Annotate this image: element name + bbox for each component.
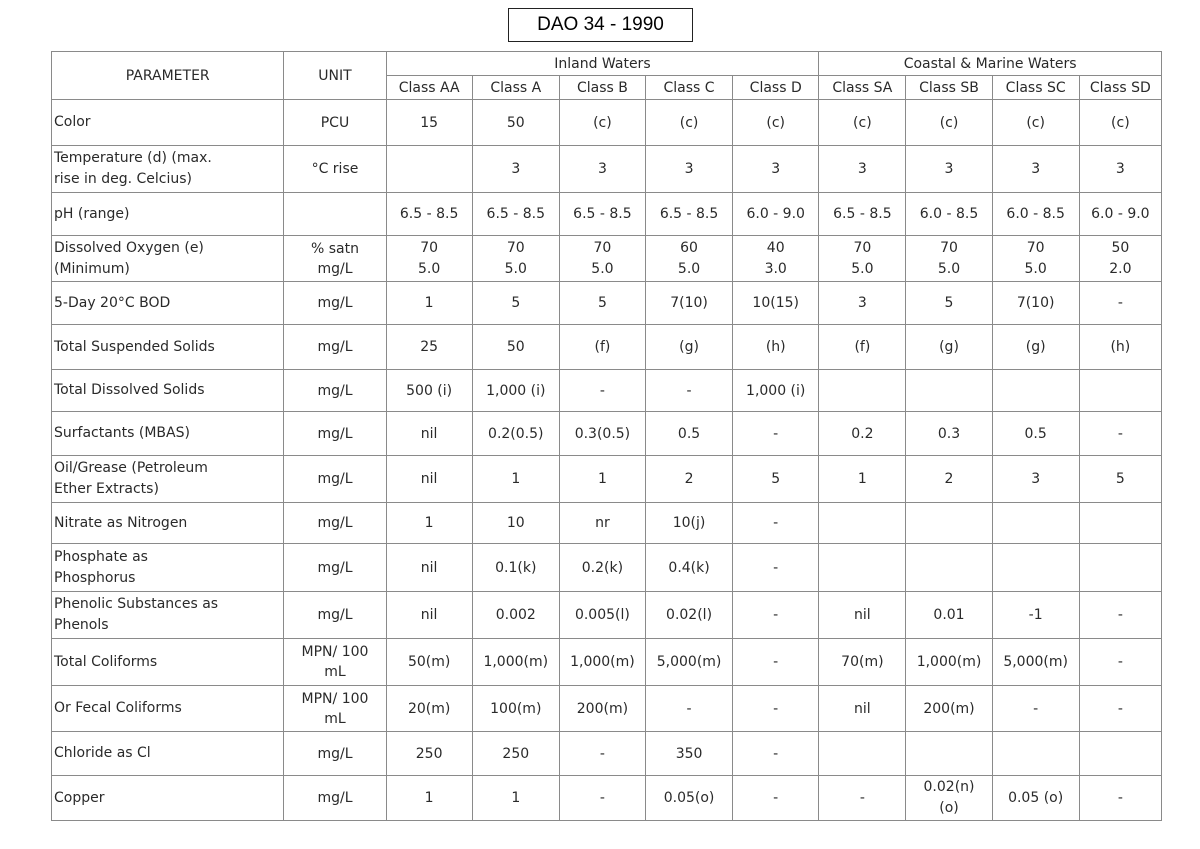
header-class: Class SD: [1079, 76, 1161, 100]
parameter-cell-line: Oil/Grease (Petroleum: [54, 460, 208, 476]
parameter-cell: [52, 146, 284, 193]
value-cell: -: [645, 686, 732, 732]
value-cell: 5: [733, 456, 819, 503]
table-row: [52, 456, 1162, 503]
value-cell: -: [733, 592, 819, 639]
header-class: Class B: [559, 76, 645, 100]
value-cell: 0.05 (o): [992, 776, 1079, 821]
value-cell: nil: [386, 544, 472, 592]
value-cell: 3: [819, 282, 906, 325]
parameter-cell-line: (Minimum): [54, 260, 130, 277]
parameter-cell: Surfactants (MBAS): [52, 412, 284, 456]
value-cell: (c): [1079, 100, 1161, 146]
value-cell: -: [1079, 639, 1161, 686]
value-cell: 1,000(m): [906, 639, 992, 686]
value-cell: 0.5: [645, 412, 732, 456]
header-class: Class C: [645, 76, 732, 100]
parameter-cell-line: Temperature (d) (max.: [54, 150, 212, 166]
table-row: [52, 193, 1162, 236]
value-cell: (g): [992, 325, 1079, 370]
value-cell: -: [645, 370, 732, 412]
unit-cell: [284, 193, 386, 236]
value-cell: -: [559, 776, 645, 821]
value-cell: 3: [906, 146, 992, 193]
value-cell: 500 (i): [386, 370, 472, 412]
value-cell: nil: [386, 592, 472, 639]
value-cell-line: 40: [766, 239, 785, 256]
value-cell-line: 50: [1111, 239, 1130, 256]
value-cell: 200(m): [559, 686, 645, 732]
unit-cell-line: mL: [324, 710, 346, 727]
value-cell-line: 70: [506, 239, 525, 256]
value-cell: 0.2(0.5): [472, 412, 559, 456]
value-cell: (h): [733, 325, 819, 370]
document-title: DAO 34 - 1990: [508, 8, 693, 42]
value-cell: 5: [559, 282, 645, 325]
table-row: [52, 325, 1162, 370]
value-cell: 3: [645, 146, 732, 193]
value-cell: 2: [645, 456, 732, 503]
value-cell: [992, 236, 1079, 282]
value-cell: [1079, 503, 1161, 544]
value-cell: 0.2: [819, 412, 906, 456]
value-cell: 0.2(k): [559, 544, 645, 592]
value-cell: nr: [559, 503, 645, 544]
value-cell: 7(10): [992, 282, 1079, 325]
parameter-cell: Or Fecal Coliforms: [52, 686, 284, 732]
parameter-cell-line: Phenols: [54, 617, 109, 633]
value-cell: 0.1(k): [472, 544, 559, 592]
table-row: [52, 100, 1162, 146]
table-row: [52, 503, 1162, 544]
value-cell: (c): [906, 100, 992, 146]
value-cell: 5,000(m): [992, 639, 1079, 686]
water-quality-table: [51, 51, 1162, 821]
value-cell: nil: [819, 592, 906, 639]
value-cell-line: 70: [420, 239, 439, 256]
value-cell: (f): [559, 325, 645, 370]
header-parameter: PARAMETER: [52, 52, 284, 100]
value-cell: 50(m): [386, 639, 472, 686]
unit-cell: mg/L: [284, 732, 386, 776]
value-cell-line: 70: [853, 239, 872, 256]
value-cell: [992, 503, 1079, 544]
value-cell: 1: [386, 282, 472, 325]
parameter-cell: [52, 236, 284, 282]
value-cell-line: 5.0: [591, 260, 614, 277]
parameter-cell: Total Suspended Solids: [52, 325, 284, 370]
unit-cell: mg/L: [284, 776, 386, 821]
value-cell: 0.002: [472, 592, 559, 639]
table-row: [52, 732, 1162, 776]
value-cell: 1,000 (i): [472, 370, 559, 412]
header-class: Class AA: [386, 76, 472, 100]
value-cell: 70(m): [819, 639, 906, 686]
value-cell: 3: [992, 146, 1079, 193]
value-cell: 6.0 - 9.0: [1079, 193, 1161, 236]
value-cell: 6.0 - 8.5: [906, 193, 992, 236]
value-cell: nil: [819, 686, 906, 732]
value-cell: 200(m): [906, 686, 992, 732]
value-cell: [819, 544, 906, 592]
unit-cell-line: MPN/ 100: [301, 644, 369, 660]
value-cell: (c): [733, 100, 819, 146]
value-cell: [906, 544, 992, 592]
value-cell: -: [559, 732, 645, 776]
parameter-cell: Total Dissolved Solids: [52, 370, 284, 412]
table-row: [52, 412, 1162, 456]
value-cell: [992, 732, 1079, 776]
value-cell-line: 2.0: [1109, 260, 1132, 277]
unit-cell: [284, 686, 386, 732]
value-cell: 1: [386, 503, 472, 544]
value-cell: 50: [472, 100, 559, 146]
value-cell: 1: [819, 456, 906, 503]
parameter-cell: pH (range): [52, 193, 284, 236]
value-cell: (f): [819, 325, 906, 370]
value-cell: [733, 236, 819, 282]
unit-cell: mg/L: [284, 544, 386, 592]
value-cell: -: [733, 776, 819, 821]
value-cell: nil: [386, 456, 472, 503]
unit-cell-line: % satn: [310, 240, 359, 257]
value-cell: 6.0 - 8.5: [992, 193, 1079, 236]
table-row: [52, 639, 1162, 686]
value-cell: [819, 732, 906, 776]
value-cell: -: [733, 544, 819, 592]
value-cell: [1079, 236, 1161, 282]
value-cell: -: [733, 639, 819, 686]
value-cell-line: 3.0: [764, 260, 787, 277]
value-cell: 1,000(m): [559, 639, 645, 686]
table-row: [52, 592, 1162, 639]
value-cell: 250: [386, 732, 472, 776]
value-cell: 1,000(m): [472, 639, 559, 686]
value-cell: [992, 544, 1079, 592]
parameter-cell: Chloride as Cl: [52, 732, 284, 776]
value-cell: 3: [733, 146, 819, 193]
value-cell-line: 5.0: [418, 260, 441, 277]
table-row: [52, 146, 1162, 193]
value-cell: [559, 236, 645, 282]
value-cell: 0.005(l): [559, 592, 645, 639]
table-row: [52, 236, 1162, 282]
value-cell: [386, 146, 472, 193]
value-cell: [1079, 370, 1161, 412]
parameter-cell-line: Phosphorus: [54, 569, 136, 586]
value-cell: 25: [386, 325, 472, 370]
value-cell: 350: [645, 732, 732, 776]
unit-cell: mg/L: [284, 282, 386, 325]
unit-cell-line: MPN/ 100: [301, 690, 369, 707]
value-cell: [472, 236, 559, 282]
value-cell: -: [733, 732, 819, 776]
value-cell: -: [733, 503, 819, 544]
value-cell: 250: [472, 732, 559, 776]
value-cell: -1: [992, 592, 1079, 639]
value-cell: 0.3(0.5): [559, 412, 645, 456]
parameter-cell-line: rise in deg. Celcius): [54, 171, 192, 187]
value-cell: 0.01: [906, 592, 992, 639]
parameter-cell: Copper: [52, 776, 284, 821]
value-cell: 5: [472, 282, 559, 325]
unit-cell: mg/L: [284, 503, 386, 544]
value-cell-line: 5.0: [1024, 260, 1047, 277]
unit-cell: mg/L: [284, 592, 386, 639]
header-class: Class SB: [906, 76, 992, 100]
value-cell: -: [1079, 592, 1161, 639]
parameter-cell-line: Ether Extracts): [54, 481, 159, 497]
value-cell: [906, 732, 992, 776]
value-cell: -: [733, 686, 819, 732]
value-cell: -: [819, 776, 906, 821]
value-cell: 7(10): [645, 282, 732, 325]
value-cell: 15: [386, 100, 472, 146]
value-cell: [906, 776, 992, 821]
value-cell: 1: [386, 776, 472, 821]
header-class: Class D: [733, 76, 819, 100]
parameter-cell: [52, 592, 284, 639]
value-cell-line: 5.0: [851, 260, 874, 277]
header-class: Class SC: [992, 76, 1079, 100]
unit-cell: °C rise: [284, 146, 386, 193]
table-row: [52, 544, 1162, 592]
value-cell: 6.0 - 9.0: [733, 193, 819, 236]
value-cell: 1: [472, 456, 559, 503]
value-cell: 0.4(k): [645, 544, 732, 592]
value-cell: 5: [906, 282, 992, 325]
parameter-cell: Nitrate as Nitrogen: [52, 503, 284, 544]
value-cell: 6.5 - 8.5: [559, 193, 645, 236]
parameter-cell-line: Phosphate as: [54, 548, 148, 565]
value-cell-line: 5.0: [677, 260, 701, 277]
value-cell: 1: [559, 456, 645, 503]
table-body: [52, 100, 1162, 821]
value-cell: (c): [992, 100, 1079, 146]
value-cell: [386, 236, 472, 282]
parameter-cell: [52, 456, 284, 503]
value-cell-line: 70: [940, 239, 958, 256]
value-cell: (h): [1079, 325, 1161, 370]
value-cell: (c): [645, 100, 732, 146]
value-cell: 0.5: [992, 412, 1079, 456]
value-cell: -: [1079, 282, 1161, 325]
value-cell-line: 70: [593, 239, 612, 256]
header-class: Class A: [472, 76, 559, 100]
value-cell: 2: [906, 456, 992, 503]
value-cell: [645, 236, 732, 282]
value-cell: 3: [819, 146, 906, 193]
table-row: [52, 686, 1162, 732]
value-cell: -: [1079, 686, 1161, 732]
header-coastal-marine-waters: Coastal & Marine Waters: [819, 52, 1162, 76]
value-cell: [819, 503, 906, 544]
value-cell: [906, 503, 992, 544]
value-cell: [1079, 544, 1161, 592]
value-cell: 10: [472, 503, 559, 544]
header-class: Class SA: [819, 76, 906, 100]
value-cell: 6.5 - 8.5: [645, 193, 732, 236]
parameter-cell: [52, 544, 284, 592]
value-cell: 6.5 - 8.5: [819, 193, 906, 236]
value-cell-line: (o): [939, 800, 959, 816]
value-cell: -: [1079, 412, 1161, 456]
parameter-cell: Color: [52, 100, 284, 146]
unit-cell: mg/L: [284, 412, 386, 456]
value-cell: [906, 236, 992, 282]
parameter-cell: 5-Day 20°C BOD: [52, 282, 284, 325]
unit-cell-line: mg/L: [317, 260, 353, 277]
table-row: [52, 776, 1162, 821]
value-cell-line: 70: [1026, 239, 1045, 256]
value-cell: (c): [819, 100, 906, 146]
value-cell: [992, 370, 1079, 412]
value-cell: -: [992, 686, 1079, 732]
parameter-cell: Total Coliforms: [52, 639, 284, 686]
value-cell-line: 60: [680, 239, 698, 256]
value-cell: 0.02(l): [645, 592, 732, 639]
value-cell: 20(m): [386, 686, 472, 732]
value-cell: [906, 370, 992, 412]
water-quality-table-container: [51, 51, 1162, 821]
value-cell: 1,000 (i): [733, 370, 819, 412]
unit-cell: mg/L: [284, 370, 386, 412]
value-cell: 100(m): [472, 686, 559, 732]
value-cell: [1079, 732, 1161, 776]
value-cell: -: [733, 412, 819, 456]
value-cell: 3: [559, 146, 645, 193]
unit-cell: mg/L: [284, 456, 386, 503]
value-cell: [819, 370, 906, 412]
value-cell-line: 0.02(n): [923, 779, 975, 795]
value-cell: 3: [1079, 146, 1161, 193]
value-cell: 10(15): [733, 282, 819, 325]
value-cell: (g): [906, 325, 992, 370]
value-cell: 3: [992, 456, 1079, 503]
header-inland-waters: Inland Waters: [386, 52, 819, 76]
value-cell: 0.3: [906, 412, 992, 456]
value-cell: -: [1079, 776, 1161, 821]
value-cell: 1: [472, 776, 559, 821]
value-cell: 6.5 - 8.5: [472, 193, 559, 236]
value-cell: (c): [559, 100, 645, 146]
parameter-cell-line: Dissolved Oxygen (e): [54, 239, 204, 256]
table-row: [52, 282, 1162, 325]
unit-cell: PCU: [284, 100, 386, 146]
value-cell: [819, 236, 906, 282]
value-cell-line: 5.0: [937, 260, 961, 277]
value-cell-line: 5.0: [504, 260, 527, 277]
value-cell: 5: [1079, 456, 1161, 503]
unit-cell: [284, 639, 386, 686]
header-unit: UNIT: [284, 52, 386, 100]
value-cell: 6.5 - 8.5: [386, 193, 472, 236]
table-row: [52, 370, 1162, 412]
parameter-cell-line: Phenolic Substances as: [54, 596, 219, 612]
value-cell: -: [559, 370, 645, 412]
value-cell: 5,000(m): [645, 639, 732, 686]
value-cell: 3: [472, 146, 559, 193]
value-cell: 0.05(o): [645, 776, 732, 821]
value-cell: 50: [472, 325, 559, 370]
unit-cell: [284, 236, 386, 282]
unit-cell-line: mL: [324, 664, 346, 680]
unit-cell: mg/L: [284, 325, 386, 370]
value-cell: (g): [645, 325, 732, 370]
value-cell: nil: [386, 412, 472, 456]
value-cell: 10(j): [645, 503, 732, 544]
